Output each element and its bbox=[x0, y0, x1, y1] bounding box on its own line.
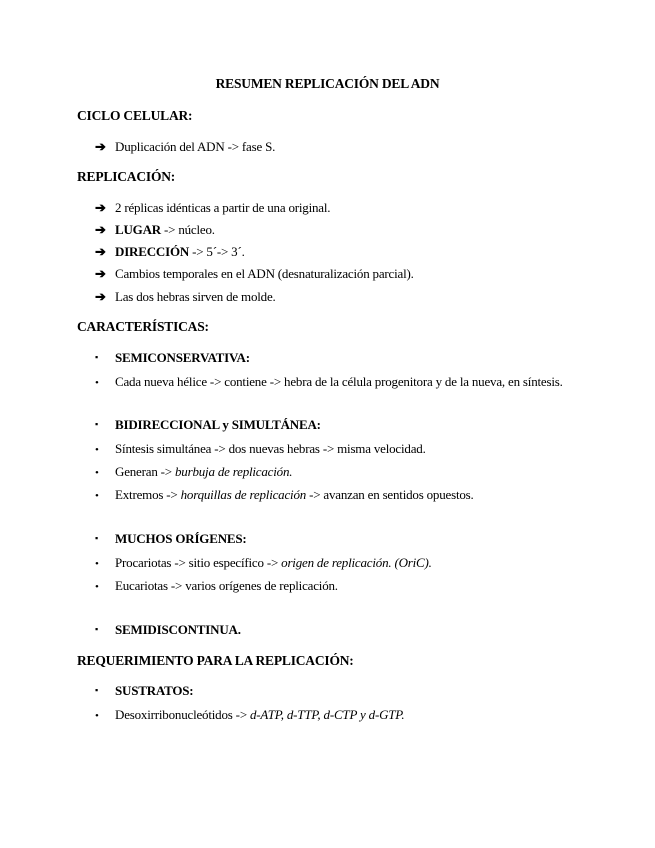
arrow-icon: ➔ bbox=[95, 289, 106, 304]
arrow-icon: ➔ bbox=[95, 266, 106, 281]
square-bullet-icon: ▪ bbox=[95, 533, 98, 543]
heading-requerimiento: REQUERIMIENTO PARA LA REPLICACIÓN: bbox=[77, 653, 354, 668]
list-item: ➔ Duplicación del ADN -> fase S. bbox=[95, 139, 276, 154]
subheading-muchos-origenes: ▪ MUCHOS ORÍGENES: bbox=[95, 531, 247, 546]
bullet-icon: • bbox=[95, 377, 99, 389]
bullet-icon: • bbox=[95, 467, 99, 479]
arrow-icon: ➔ bbox=[95, 222, 106, 237]
list-item: ➔ DIRECCIÓN -> 5´-> 3´. bbox=[95, 244, 245, 259]
subheading-semidiscontinua: ▪ SEMIDISCONTINUA. bbox=[95, 622, 241, 637]
list-item: ➔ Cambios temporales en el ADN (desnaturalización parcial). bbox=[95, 266, 414, 281]
square-bullet-icon: ▪ bbox=[95, 352, 98, 362]
arrow-icon: ➔ bbox=[95, 244, 106, 259]
heading-caracteristicas: CARACTERÍSTICAS: bbox=[77, 319, 209, 334]
list-item: ➔ 2 réplicas idénticas a partir de una original. bbox=[95, 200, 331, 215]
bullet-icon: • bbox=[95, 444, 99, 456]
square-bullet-icon: ▪ bbox=[95, 685, 98, 695]
bullet-icon: • bbox=[95, 558, 99, 570]
list-item: • Síntesis simultánea -> dos nuevas hebras -> misma velocidad. bbox=[95, 441, 426, 456]
subheading-bidireccional: ▪ BIDIRECCIONAL y SIMULTÁNEA: bbox=[95, 417, 321, 432]
list-item: • Eucariotas -> varios orígenes de replicación. bbox=[95, 578, 338, 593]
list-item: ➔ LUGAR -> núcleo. bbox=[95, 222, 215, 237]
list-item: • Desoxirribonucleótidos -> d-ATP, d-TTP, d-CTP y d-GTP. bbox=[95, 707, 405, 722]
subheading-sustratos: ▪ SUSTRATOS: bbox=[95, 683, 194, 698]
bullet-icon: • bbox=[95, 710, 99, 722]
list-item: • Generan -> burbuja de replicación. bbox=[95, 464, 293, 479]
list-item: • Extremos -> horquillas de replicación -> avanzan en sentidos opuestos. bbox=[95, 487, 474, 502]
document-title: RESUMEN REPLICACIÓN DEL ADN bbox=[215, 76, 440, 91]
list-item: ➔ Las dos hebras sirven de molde. bbox=[95, 289, 276, 304]
square-bullet-icon: ▪ bbox=[95, 624, 98, 634]
heading-replicacion: REPLICACIÓN: bbox=[77, 169, 176, 184]
heading-ciclo-celular: CICLO CELULAR: bbox=[77, 108, 193, 123]
arrow-icon: ➔ bbox=[95, 139, 106, 154]
bullet-icon: • bbox=[95, 490, 99, 502]
bullet-icon: • bbox=[95, 581, 99, 593]
subheading-semiconservativa: ▪ SEMICONSERVATIVA: bbox=[95, 350, 250, 365]
arrow-icon: ➔ bbox=[95, 200, 106, 215]
square-bullet-icon: ▪ bbox=[95, 419, 98, 429]
list-item: • Cada nueva hélice -> contiene -> hebra de la célula progenitora y de la nueva, en síntesis. bbox=[95, 374, 563, 389]
list-item: • Procariotas -> sitio específico -> origen de replicación. (OriC). bbox=[95, 555, 432, 570]
